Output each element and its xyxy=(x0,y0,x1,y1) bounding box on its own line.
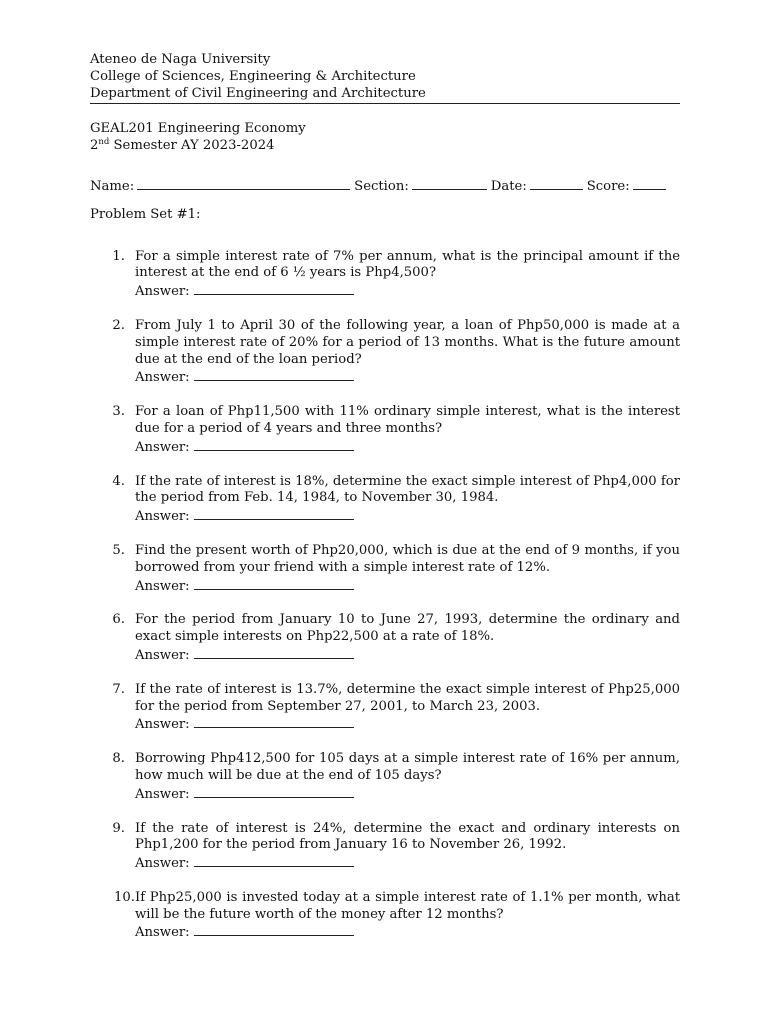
problem-question: For a simple interest rate of 7% per annum, what is the principal amount if the interest at the end of 6 ½ years is Php4,500? xyxy=(135,248,680,281)
problem-number: 5. xyxy=(112,542,125,558)
answer-label: Answer: xyxy=(135,786,190,802)
answer-line xyxy=(135,368,680,387)
department-name: Department of Civil Engineering and Architecture xyxy=(90,85,426,101)
name-blank[interactable] xyxy=(137,177,350,190)
answer-line xyxy=(135,577,680,596)
document-page xyxy=(90,52,680,959)
problem-number: 2. xyxy=(112,317,125,333)
problem-item xyxy=(90,543,680,595)
answer-line xyxy=(135,282,680,301)
problem-number: 10. xyxy=(114,889,135,905)
answer-line xyxy=(135,923,680,942)
answer-blank[interactable] xyxy=(194,854,354,867)
answer-blank[interactable] xyxy=(194,646,354,659)
student-info-row xyxy=(90,177,680,196)
answer-label: Answer: xyxy=(135,578,190,594)
date-blank[interactable] xyxy=(530,177,583,190)
problem-item xyxy=(90,751,680,803)
answer-blank[interactable] xyxy=(194,438,354,451)
answer-line xyxy=(135,507,680,526)
answer-blank[interactable] xyxy=(194,785,354,798)
answer-label: Answer: xyxy=(135,717,190,733)
problem-number: 8. xyxy=(112,751,125,767)
university-name: Ateneo de Naga University xyxy=(90,52,271,67)
problem-number: 7. xyxy=(112,681,125,697)
problem-item xyxy=(90,318,680,387)
answer-label: Answer: xyxy=(135,647,190,663)
answer-line xyxy=(135,854,680,873)
problem-set-title: Problem Set #1: xyxy=(90,206,201,222)
problem-item xyxy=(90,474,680,526)
answer-blank[interactable] xyxy=(194,368,354,381)
problem-question: If the rate of interest is 18%, determine the exact simple interest of Php4,000 for the period from Feb. 14, 1984, to November 30, 1984. xyxy=(135,473,680,506)
answer-line xyxy=(135,438,680,457)
section-label: Section: xyxy=(354,178,409,194)
semester-rest: Semester AY 2023-2024 xyxy=(109,138,275,154)
problem-number: 4. xyxy=(112,473,125,489)
problem-number: 9. xyxy=(112,820,125,836)
problem-number: 1. xyxy=(112,248,125,264)
problem-body xyxy=(135,821,680,873)
problem-item xyxy=(90,612,680,664)
answer-label: Answer: xyxy=(135,509,190,525)
problem-item xyxy=(90,682,680,734)
answer-label: Answer: xyxy=(135,856,190,872)
answer-blank[interactable] xyxy=(194,507,354,520)
score-blank[interactable] xyxy=(633,177,666,190)
problem-body xyxy=(135,890,680,942)
problem-question: Borrowing Php412,500 for 105 days at a simple interest rate of 16% per annum, how much will be due at the end of 105 days? xyxy=(135,751,680,783)
semester-number: 2 xyxy=(90,138,99,154)
problem-body xyxy=(135,404,680,456)
problem-body xyxy=(135,249,680,301)
answer-line xyxy=(135,646,680,665)
answer-line xyxy=(135,715,680,734)
problem-body xyxy=(135,474,680,526)
problem-question: For a loan of Php11,500 with 11% ordinary simple interest, what is the interest due for a period of 4 years and three months? xyxy=(135,404,680,436)
problem-item xyxy=(90,249,680,301)
problem-body xyxy=(135,318,680,387)
course-title: GEAL201 Engineering Economy xyxy=(90,121,306,137)
problem-question: Find the present worth of Php20,000, which is due at the end of 9 months, if you borrowed from your friend with a simple interest rate of 12%. xyxy=(135,542,680,575)
problem-list xyxy=(90,249,680,943)
problem-question: If Php25,000 is invested today at a simple interest rate of 1.1% per month, what will be the future worth of the money after 12 months? xyxy=(135,889,680,922)
answer-blank[interactable] xyxy=(194,282,354,295)
answer-label: Answer: xyxy=(135,370,190,386)
course-info xyxy=(90,121,680,155)
section-blank[interactable] xyxy=(412,177,487,190)
date-label: Date: xyxy=(490,178,527,194)
answer-label: Answer: xyxy=(135,439,190,455)
problem-number: 6. xyxy=(112,612,125,628)
problem-question: If the rate of interest is 24%, determine the exact and ordinary interests on Php1,200 for the period from January 16 to November 26, 1992. xyxy=(135,820,680,853)
semester-line xyxy=(90,138,680,155)
problem-item xyxy=(90,821,680,873)
name-label: Name: xyxy=(90,178,135,194)
score-label: Score: xyxy=(586,178,630,194)
answer-label: Answer: xyxy=(135,925,190,941)
college-name: College of Sciences, Engineering & Architecture xyxy=(90,68,416,84)
problem-question: If the rate of interest is 13.7%, determine the exact simple interest of Php25,000 for the period from September 27, 2001, to March 23, 2003. xyxy=(135,681,680,714)
problem-question: For the period from January 10 to June 27, 1993, determine the ordinary and exact simple interests on Php22,500 at a rate of 18%. xyxy=(135,612,680,645)
problem-number: 3. xyxy=(112,404,125,420)
problem-question: From July 1 to April 30 of the following year, a loan of Php50,000 is made at a simple interest rate of 20% for a period of 13 months. What is the future amount due at the end of the loan period? xyxy=(135,317,680,367)
institution-header xyxy=(90,52,680,104)
problem-item xyxy=(90,404,680,456)
problem-body xyxy=(135,682,680,734)
answer-blank[interactable] xyxy=(194,715,354,728)
problem-body xyxy=(135,612,680,664)
problem-item xyxy=(90,890,680,942)
problem-body xyxy=(135,751,680,803)
answer-blank[interactable] xyxy=(194,577,354,590)
answer-blank[interactable] xyxy=(194,923,354,936)
answer-label: Answer: xyxy=(135,284,190,300)
semester-suffix: nd xyxy=(98,137,110,148)
answer-line xyxy=(135,785,680,804)
problem-body xyxy=(135,543,680,595)
